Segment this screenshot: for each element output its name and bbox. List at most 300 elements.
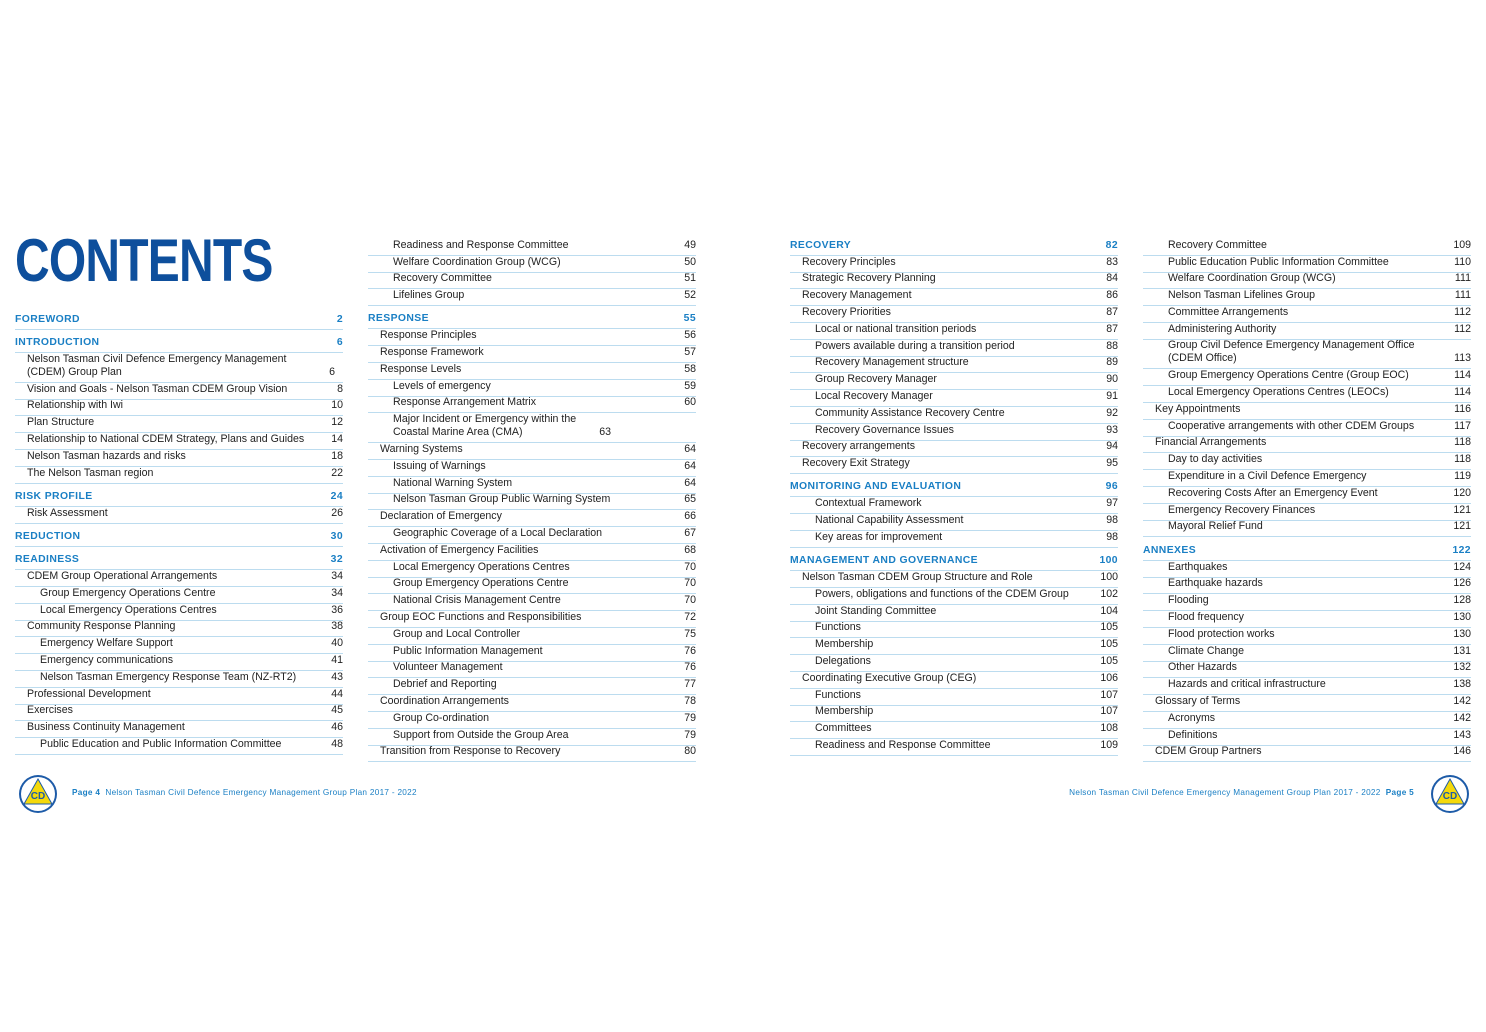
toc-entry[interactable] xyxy=(15,638,343,655)
toc-entry[interactable] xyxy=(15,688,343,705)
svg-text:CD: CD xyxy=(1442,791,1458,802)
toc-entry[interactable] xyxy=(1143,578,1471,595)
toc-entry[interactable] xyxy=(1143,454,1471,471)
toc-entry-page: 30 xyxy=(330,530,343,542)
toc-entry-page: 128 xyxy=(1453,594,1471,607)
toc-entry[interactable] xyxy=(368,729,696,746)
toc-entry-page: 108 xyxy=(1100,722,1118,735)
toc-entry-page: 120 xyxy=(1453,486,1471,499)
toc-entry-label: Volunteer Management xyxy=(393,661,503,674)
toc-entry[interactable] xyxy=(790,514,1118,531)
toc-entry-label: Membership xyxy=(815,638,874,651)
toc-entry-label: Exercises xyxy=(27,704,73,717)
toc-entry-label: Committees xyxy=(815,722,872,735)
toc-entry-page: 72 xyxy=(684,610,696,623)
toc-entry-page: 117 xyxy=(1454,419,1471,432)
toc-entry-page: 63 xyxy=(599,426,611,439)
toc-entry-page: 22 xyxy=(331,466,343,479)
toc-entry[interactable] xyxy=(368,544,696,561)
toc-entry[interactable] xyxy=(368,695,696,712)
toc-entry[interactable] xyxy=(15,671,343,688)
footer-right xyxy=(1069,788,1414,797)
toc-entry[interactable] xyxy=(790,739,1118,756)
toc-entry-page: 83 xyxy=(1106,255,1118,268)
toc-entry[interactable] xyxy=(15,507,343,524)
toc-entry-page: 89 xyxy=(1106,356,1118,369)
toc-entry[interactable] xyxy=(15,722,343,739)
toc-entry-page: 32 xyxy=(330,554,343,566)
toc-entry[interactable] xyxy=(790,323,1118,340)
toc-entry[interactable] xyxy=(1143,370,1471,387)
toc-entry[interactable] xyxy=(1143,470,1471,487)
toc-entry-label: Group EOC Functions and Responsibilities xyxy=(380,610,582,623)
toc-entry[interactable] xyxy=(368,414,696,444)
toc-section-heading[interactable] xyxy=(790,548,1118,571)
toc-entry-page: 50 xyxy=(684,255,696,268)
toc-entry-label: Emergency Welfare Support xyxy=(40,637,173,650)
toc-entry-page: 87 xyxy=(1106,305,1118,318)
toc-entry[interactable] xyxy=(790,306,1118,323)
toc-entry[interactable] xyxy=(790,441,1118,458)
toc-entry-label: National Warning System xyxy=(393,476,513,489)
toc-entry-label: Nelson Tasman Emergency Response Team (NZ-RT2) xyxy=(40,670,297,683)
toc-entry-label: Risk Assessment xyxy=(27,506,108,519)
toc-entry-page: 105 xyxy=(1100,621,1118,634)
toc-entry-label: Warning Systems xyxy=(380,442,463,455)
toc-entry[interactable] xyxy=(368,712,696,729)
toc-entry-label: Local Recovery Manager xyxy=(815,389,933,402)
toc-entry-label: Response Framework xyxy=(380,346,484,359)
toc-entry[interactable] xyxy=(368,380,696,397)
toc-entry-label: Recovering Costs After an Emergency Event xyxy=(1168,486,1378,499)
toc-entry-page: 58 xyxy=(684,362,696,375)
toc-entry-label: Functions xyxy=(815,688,861,701)
toc-entry-page: 112 xyxy=(1454,322,1471,335)
toc-entry[interactable] xyxy=(790,722,1118,739)
toc-entry-label: CDEM Group Operational Arrangements xyxy=(27,570,218,583)
toc-entry[interactable] xyxy=(368,578,696,595)
toc-entry-page: 126 xyxy=(1453,577,1471,590)
toc-entry-label: Local Emergency Operations Centres xyxy=(40,603,217,616)
toc-entry-page: 79 xyxy=(684,711,696,724)
toc-entry-page: 97 xyxy=(1106,497,1118,510)
toc-entry[interactable] xyxy=(15,433,343,450)
toc-entry-label: Local Emergency Operations Centres xyxy=(393,560,570,573)
toc-entry-page: 130 xyxy=(1453,627,1471,640)
toc-entry-page: 91 xyxy=(1106,389,1118,402)
toc-entry-label: Flooding xyxy=(1168,594,1209,607)
toc-entry-page: 138 xyxy=(1453,678,1471,691)
toc-entry-label: Group Recovery Manager xyxy=(815,373,937,386)
toc-entry-label: Group Co-ordination xyxy=(393,711,489,724)
toc-entry-label: Coordinating Executive Group (CEG) xyxy=(802,671,977,684)
toc-entry-label: Joint Standing Committee xyxy=(815,604,937,617)
toc-entry-page: 114 xyxy=(1454,369,1471,382)
toc-section-heading[interactable] xyxy=(15,547,343,570)
toc-entry-page: 60 xyxy=(684,396,696,409)
toc-entry-page: 142 xyxy=(1453,694,1471,707)
toc-entry-label: Support from Outside the Group Area xyxy=(393,728,569,741)
toc-entry-page: 107 xyxy=(1100,705,1118,718)
toc-entry[interactable] xyxy=(1143,504,1471,521)
toc-entry-page: 107 xyxy=(1100,688,1118,701)
toc-entry[interactable] xyxy=(368,256,696,273)
toc-entry-label: Earthquakes xyxy=(1168,560,1228,573)
toc-entry[interactable] xyxy=(790,424,1118,441)
toc-entry-page: 68 xyxy=(684,543,696,556)
toc-entry-label: RISK PROFILE xyxy=(15,490,93,502)
page-title: CONTENTS xyxy=(15,227,273,294)
toc-entry-label: MANAGEMENT AND GOVERNANCE xyxy=(790,555,978,567)
toc-entry-page: 75 xyxy=(684,627,696,640)
toc-entry[interactable] xyxy=(368,611,696,628)
toc-entry-page: 43 xyxy=(331,670,343,683)
toc-entry[interactable] xyxy=(1143,594,1471,611)
toc-entry-page: 76 xyxy=(684,661,696,674)
toc-entry[interactable] xyxy=(1143,340,1471,370)
toc-entry[interactable] xyxy=(790,357,1118,374)
toc-entry[interactable] xyxy=(790,340,1118,357)
toc-section-heading[interactable] xyxy=(15,524,343,547)
civil-defence-logo-icon xyxy=(1430,774,1470,814)
toc-entry-page: 95 xyxy=(1106,457,1118,470)
toc-entry-page: 8 xyxy=(337,382,343,395)
toc-entry-page: 86 xyxy=(1106,289,1118,302)
toc-section-heading[interactable] xyxy=(15,330,343,353)
toc-entry-label: Key Appointments xyxy=(1155,402,1241,415)
toc-entry-page: 119 xyxy=(1454,470,1471,483)
toc-entry[interactable] xyxy=(1143,729,1471,746)
toc-entry-label: Levels of emergency xyxy=(393,379,491,392)
toc-entry-label: Recovery Governance Issues xyxy=(815,423,954,436)
toc-entry-label: Administering Authority xyxy=(1168,322,1277,335)
toc-entry[interactable] xyxy=(1143,678,1471,695)
toc-entry[interactable] xyxy=(15,738,343,755)
toc-entry[interactable] xyxy=(15,383,343,400)
toc-entry-page: 12 xyxy=(331,416,343,429)
toc-entry[interactable] xyxy=(1143,645,1471,662)
footer-right-text: Nelson Tasman Civil Defence Emergency Management Group Plan 2017 - 2022 xyxy=(1069,788,1381,797)
toc-section-heading[interactable] xyxy=(790,239,1118,256)
toc-entry[interactable] xyxy=(1143,487,1471,504)
toc-entry-page: 100 xyxy=(1100,570,1118,583)
toc-entry[interactable] xyxy=(1143,628,1471,645)
toc-entry[interactable] xyxy=(790,571,1118,588)
toc-entry-label: Local Emergency Operations Centres (LEOCs) xyxy=(1168,386,1389,399)
toc-entry[interactable] xyxy=(1143,239,1471,256)
toc-entry-page: 14 xyxy=(331,432,343,445)
toc-entry[interactable] xyxy=(1143,437,1471,454)
toc-entry-label: Contextual Framework xyxy=(815,497,922,510)
toc-entry-label: Coordination Arrangements xyxy=(380,694,509,707)
toc-entry-page: 92 xyxy=(1106,406,1118,419)
toc-entry-label: INTRODUCTION xyxy=(15,337,100,349)
toc-entry-label: READINESS xyxy=(15,554,80,566)
toc-entry-label: Nelson Tasman CDEM Group Structure and Role xyxy=(802,570,1033,583)
toc-entry[interactable] xyxy=(15,705,343,722)
toc-entry-page: 87 xyxy=(1106,322,1118,335)
toc-entry[interactable] xyxy=(368,494,696,511)
toc-entry-label: Vision and Goals - Nelson Tasman CDEM Group Vision xyxy=(27,382,288,395)
toc-entry-label: Flood protection works xyxy=(1168,627,1275,640)
toc-entry-label: National Capability Assessment xyxy=(815,514,964,527)
toc-entry[interactable] xyxy=(15,570,343,587)
toc-entry-page: 98 xyxy=(1106,530,1118,543)
toc-entry-label: Welfare Coordination Group (WCG) xyxy=(1168,272,1336,285)
toc-section-heading[interactable] xyxy=(15,484,343,507)
toc-entry[interactable] xyxy=(790,457,1118,474)
toc-entry-label: Hazards and critical infrastructure xyxy=(1168,678,1326,691)
toc-entry-label: Declaration of Emergency xyxy=(380,510,502,523)
toc-entry-page: 18 xyxy=(331,449,343,462)
toc-entry[interactable] xyxy=(790,531,1118,548)
toc-entry[interactable] xyxy=(15,353,343,383)
toc-entry-label: Recovery Principles xyxy=(802,255,896,268)
toc-entry-page: 84 xyxy=(1106,272,1118,285)
toc-section-heading[interactable] xyxy=(1143,538,1471,561)
toc-entry[interactable] xyxy=(790,655,1118,672)
toc-entry[interactable] xyxy=(368,363,696,380)
toc-entry[interactable] xyxy=(15,450,343,467)
toc-entry-label: Professional Development xyxy=(27,687,151,700)
toc-entry-label: Strategic Recovery Planning xyxy=(802,272,936,285)
toc-entry-label: ANNEXES xyxy=(1143,544,1197,556)
toc-entry-page: 77 xyxy=(684,678,696,691)
toc-entry-page: 76 xyxy=(684,644,696,657)
toc-entry-page: 111 xyxy=(1454,272,1471,285)
toc-entry[interactable] xyxy=(790,498,1118,515)
toc-entry-label: Day to day activities xyxy=(1168,453,1263,466)
toc-entry[interactable] xyxy=(368,239,696,256)
toc-entry[interactable] xyxy=(1143,420,1471,437)
toc-entry[interactable] xyxy=(1143,386,1471,403)
toc-section-heading[interactable] xyxy=(368,306,696,329)
toc-entry[interactable] xyxy=(1143,712,1471,729)
toc-entry[interactable] xyxy=(368,594,696,611)
toc-entry[interactable] xyxy=(15,604,343,621)
toc-entry-page: 118 xyxy=(1454,436,1471,449)
toc-entry[interactable] xyxy=(790,256,1118,273)
toc-entry-page: 142 xyxy=(1453,711,1471,724)
toc-entry-label: Recovery Management xyxy=(802,289,912,302)
toc-entry-page: 48 xyxy=(331,738,343,751)
footer-right-page: Page 5 xyxy=(1385,788,1414,797)
toc-entry-page: 6 xyxy=(336,337,343,349)
toc-entry[interactable] xyxy=(790,390,1118,407)
toc-entry[interactable] xyxy=(790,407,1118,424)
toc-entry-page: 124 xyxy=(1453,560,1471,573)
toc-entry[interactable] xyxy=(790,273,1118,290)
toc-entry-label: Plan Structure xyxy=(27,416,95,429)
toc-entry-label: CDEM Group Partners xyxy=(1155,745,1262,758)
toc-entry-label: Relationship to National CDEM Strategy, Plans and Guides xyxy=(27,432,305,445)
toc-entry-page: 70 xyxy=(684,560,696,573)
toc-entry-label: Acronyms xyxy=(1168,711,1216,724)
toc-entry-page: 100 xyxy=(1099,555,1118,567)
toc-entry-page: 10 xyxy=(331,399,343,412)
toc-entry[interactable] xyxy=(1143,306,1471,323)
toc-entry-label: Recovery Management structure xyxy=(815,356,969,369)
toc-entry-page: 45 xyxy=(331,704,343,717)
toc-entry[interactable] xyxy=(15,400,343,417)
toc-entry-page: 96 xyxy=(1105,481,1118,493)
toc-entry-label: Group and Local Controller xyxy=(393,627,521,640)
toc-entry-label: Mayoral Relief Fund xyxy=(1168,520,1263,533)
toc-entry-label: Group Emergency Operations Centre (Group EOC) xyxy=(1168,369,1409,382)
toc-entry-page: 34 xyxy=(331,570,343,583)
toc-entry[interactable] xyxy=(1143,256,1471,273)
toc-entry[interactable] xyxy=(368,289,696,306)
toc-entry-label: Business Continuity Management xyxy=(27,721,185,734)
toc-entry[interactable] xyxy=(368,561,696,578)
toc-entry[interactable] xyxy=(368,346,696,363)
toc-entry[interactable] xyxy=(15,587,343,604)
toc-entry-page: 40 xyxy=(331,637,343,650)
toc-entry-label: Welfare Coordination Group (WCG) xyxy=(393,255,561,268)
svg-text:CD: CD xyxy=(30,791,46,802)
toc-entry-label: Nelson Tasman Lifelines Group xyxy=(1168,289,1316,302)
toc-entry-label: Delegations xyxy=(815,654,871,667)
toc-entry-page: 34 xyxy=(331,586,343,599)
toc-entry-page: 98 xyxy=(1106,514,1118,527)
toc-entry[interactable] xyxy=(368,510,696,527)
toc-entry[interactable] xyxy=(368,628,696,645)
toc-entry[interactable] xyxy=(790,622,1118,639)
toc-entry-page: 65 xyxy=(684,493,696,506)
toc-entry-label: Cooperative arrangements with other CDEM Groups xyxy=(1168,419,1415,432)
toc-entry-label: Financial Arrangements xyxy=(1155,436,1267,449)
toc-entry[interactable] xyxy=(1143,746,1471,763)
toc-entry[interactable] xyxy=(1143,323,1471,340)
toc-entry-label: RESPONSE xyxy=(368,313,429,325)
toc-entry-page: 132 xyxy=(1453,661,1471,674)
toc-entry-label: REDUCTION xyxy=(15,530,81,542)
toc-entry-label: Community Response Planning xyxy=(27,620,176,633)
toc-entry[interactable] xyxy=(790,588,1118,605)
toc-entry[interactable] xyxy=(368,330,696,347)
toc-entry[interactable] xyxy=(368,662,696,679)
toc-entry-page: 88 xyxy=(1106,339,1118,352)
toc-entry-label: Expenditure in a Civil Defence Emergency xyxy=(1168,470,1367,483)
toc-entry-page: 79 xyxy=(684,728,696,741)
civil-defence-logo-right xyxy=(1430,774,1470,814)
toc-entry-label: Emergency communications xyxy=(40,654,174,667)
toc-entry-page: 105 xyxy=(1100,654,1118,667)
toc-entry-label: Nelson Tasman Civil Defence Emergency Management (CDEM) Group Plan xyxy=(27,352,287,378)
toc-entry-label: Issuing of Warnings xyxy=(393,459,486,472)
toc-entry[interactable] xyxy=(1143,403,1471,420)
toc-entry[interactable] xyxy=(1143,611,1471,628)
toc-entry[interactable] xyxy=(1143,695,1471,712)
toc-entry-label: RECOVERY xyxy=(790,239,852,251)
toc-entry-page: 51 xyxy=(684,272,696,285)
toc-entry-page: 36 xyxy=(331,603,343,616)
toc-entry-label: Public Information Management xyxy=(393,644,543,657)
toc-entry[interactable] xyxy=(368,273,696,290)
toc-entry[interactable] xyxy=(790,373,1118,390)
toc-entry-label: Public Education and Public Information Committee xyxy=(40,738,282,751)
toc-entry-page: 55 xyxy=(683,313,696,325)
toc-entry-label: Response Arrangement Matrix xyxy=(393,396,537,409)
civil-defence-logo-icon xyxy=(18,774,58,814)
toc-entry-page: 94 xyxy=(1106,440,1118,453)
toc-entry-page: 64 xyxy=(684,442,696,455)
toc-entry[interactable] xyxy=(368,460,696,477)
toc-entry-page: 41 xyxy=(331,654,343,667)
toc-entry-page: 104 xyxy=(1100,604,1118,617)
toc-entry[interactable] xyxy=(1143,561,1471,578)
toc-entry-page: 67 xyxy=(684,526,696,539)
toc-entry[interactable] xyxy=(368,746,696,763)
toc-entry-label: Recovery Committee xyxy=(393,272,492,285)
toc-entry[interactable] xyxy=(368,645,696,662)
toc-section-heading[interactable] xyxy=(790,474,1118,497)
toc-entry-page: 113 xyxy=(1454,352,1471,365)
toc-entry-page: 112 xyxy=(1454,305,1471,318)
toc-section-heading[interactable] xyxy=(15,313,343,330)
toc-entry-label: Group Emergency Operations Centre xyxy=(393,577,569,590)
toc-entry-label: Emergency Recovery Finances xyxy=(1168,503,1316,516)
toc-entry[interactable] xyxy=(1143,289,1471,306)
toc-entry[interactable] xyxy=(790,638,1118,655)
toc-entry-label: Geographic Coverage of a Local Declaration xyxy=(393,526,603,539)
toc-entry-page: 90 xyxy=(1106,373,1118,386)
toc-entry[interactable] xyxy=(1143,521,1471,538)
toc-entry-label: Membership xyxy=(815,705,874,718)
toc-entry-label: Glossary of Terms xyxy=(1155,694,1241,707)
toc-entry-label: Readiness and Response Committee xyxy=(815,738,991,751)
toc-entry-page: 6 xyxy=(329,365,335,378)
toc-entry[interactable] xyxy=(15,654,343,671)
toc-entry-page: 93 xyxy=(1106,423,1118,436)
toc-entry-page: 116 xyxy=(1454,402,1471,415)
toc-entry-page: 82 xyxy=(1105,239,1118,251)
toc-entry-page: 122 xyxy=(1452,544,1471,556)
toc-entry-page: 64 xyxy=(684,459,696,472)
toc-entry[interactable] xyxy=(15,621,343,638)
toc-entry[interactable] xyxy=(15,467,343,484)
toc-entry-label: Nelson Tasman hazards and risks xyxy=(27,449,186,462)
civil-defence-logo-left xyxy=(18,774,58,814)
toc-entry[interactable] xyxy=(368,443,696,460)
toc-entry-page: 106 xyxy=(1100,671,1118,684)
toc-entry-label: Relationship with Iwi xyxy=(27,399,123,412)
toc-entry-label: FOREWORD xyxy=(15,313,80,325)
toc-entry[interactable] xyxy=(790,605,1118,622)
toc-entry[interactable] xyxy=(790,689,1118,706)
toc-entry-label: Other Hazards xyxy=(1168,661,1237,674)
toc-entry-label: MONITORING AND EVALUATION xyxy=(790,481,962,493)
toc-entry[interactable] xyxy=(790,672,1118,689)
toc-entry[interactable] xyxy=(790,706,1118,723)
toc-entry[interactable] xyxy=(790,289,1118,306)
toc-entry[interactable] xyxy=(368,397,696,414)
toc-entry-page: 66 xyxy=(684,510,696,523)
toc-entry[interactable] xyxy=(368,477,696,494)
toc-entry[interactable] xyxy=(1143,662,1471,679)
toc-entry[interactable] xyxy=(368,527,696,544)
toc-entry[interactable] xyxy=(15,416,343,433)
toc-entry-label: Lifelines Group xyxy=(393,289,465,302)
toc-entry-page: 131 xyxy=(1453,644,1471,657)
toc-entry-page: 70 xyxy=(684,594,696,607)
toc-entry-label: Community Assistance Recovery Centre xyxy=(815,406,1005,419)
toc-entry-page: 38 xyxy=(331,620,343,633)
toc-entry[interactable] xyxy=(1143,273,1471,290)
footer-left-page: Page 4 xyxy=(72,788,101,797)
toc-entry[interactable] xyxy=(368,678,696,695)
toc-entry-page: 109 xyxy=(1100,738,1118,751)
